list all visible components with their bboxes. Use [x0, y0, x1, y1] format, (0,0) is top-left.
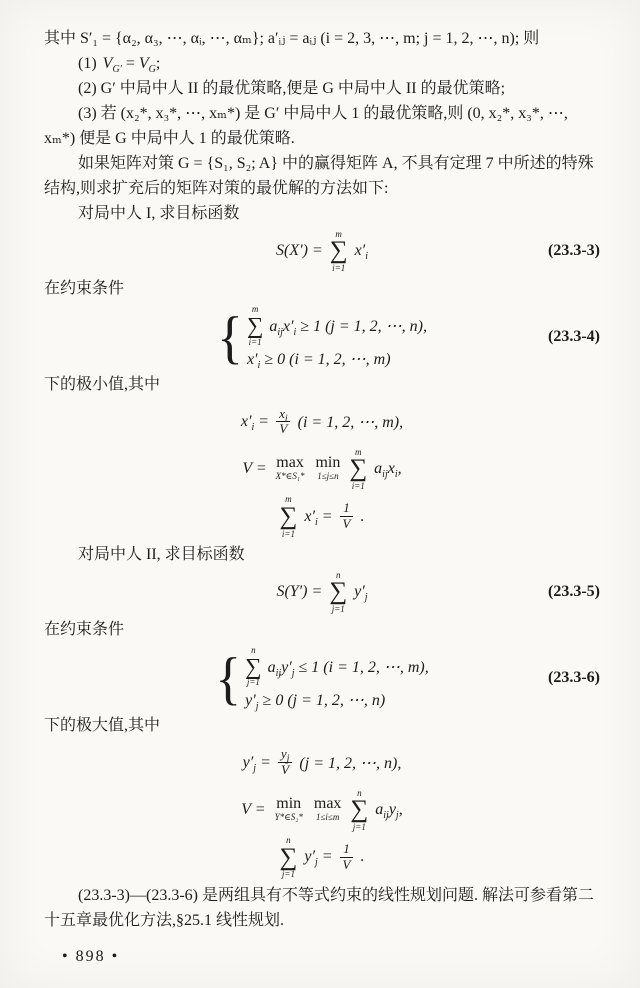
sum-upper-limit: n [251, 645, 256, 656]
equation-23-3-4 [44, 304, 600, 372]
numerator: 1 [343, 841, 350, 857]
operator-limit: 1≤j≤n [317, 471, 339, 482]
term-text: ≥ 0 (i = 1, 2, ⋯, m) [260, 350, 391, 368]
equation-content [241, 788, 402, 832]
sum-upper-limit: n [286, 835, 291, 846]
sigma-icon: ∑ [245, 653, 262, 679]
value-symbol: V [102, 55, 113, 72]
term-subscript: j [255, 701, 259, 712]
operator-name: min [276, 795, 302, 813]
system-rows [246, 304, 427, 372]
equation-number: (23.3-3) [548, 242, 600, 260]
fraction [340, 501, 354, 532]
term-subscript: ij [277, 326, 283, 338]
sigma-icon: ∑ [349, 455, 368, 483]
equation-x-transform [44, 400, 600, 444]
equation-y-transform [44, 741, 600, 785]
sum-lower-limit: i=1 [281, 528, 295, 539]
term-text: y′ [245, 691, 256, 709]
term-subscript: i [257, 360, 261, 372]
term-text: , [398, 801, 403, 819]
sum-upper-limit: m [251, 304, 259, 315]
range-note: (i = 1, 2, ⋯, m), [297, 413, 404, 431]
sum-upper-limit: n [357, 787, 362, 798]
equation-game-value-I [44, 447, 600, 491]
sum-operator [245, 645, 261, 688]
term-subscript: j [364, 592, 368, 604]
equation-content [243, 747, 402, 778]
value-lhs: V = [241, 801, 266, 819]
term-text: ≥ 0 (j = 1, 2, ⋯, n) [258, 691, 386, 709]
constraint-expression [245, 690, 385, 710]
term-subscript: j [286, 753, 290, 765]
equation-number: (23.3-6) [548, 668, 600, 686]
sum-operator [280, 835, 298, 879]
equation-sum-x-equals-1-over-V [44, 494, 600, 538]
equation-23-3-6 [44, 645, 600, 710]
sum-term [354, 242, 368, 263]
constraint-row [246, 349, 391, 372]
operator-limit: X*∈S₁* [275, 471, 305, 482]
sum-upper-limit: m [335, 229, 342, 239]
sum-lower-limit: i=1 [332, 263, 346, 274]
value-lhs: V = [242, 460, 267, 478]
constraint-row [247, 304, 427, 347]
conclusion-3 [44, 101, 600, 151]
numerator: 1 [343, 500, 350, 516]
punctuation: . [360, 507, 365, 525]
sum-lower-limit: j=1 [352, 821, 366, 832]
player2-objective-intro [44, 542, 600, 567]
equals-sign: = [317, 848, 333, 866]
lhs-term [240, 412, 270, 434]
item-marker: (1) [78, 55, 97, 72]
sigma-icon: ∑ [329, 578, 348, 606]
maximum-text [44, 713, 600, 738]
equation-content [241, 407, 403, 438]
left-brace-icon: { [215, 645, 242, 710]
term-text: x′ [240, 412, 252, 430]
item-text: (3) 若 (x₂*, x₃*, ⋯, xₘ*) 是 G′ 中局中人 1 的最优策略,则 (0, x₂*, x₃*, ⋯, xₘ*) 便是 G 中局中人 1 的最优策略. [44, 105, 568, 147]
system-rows [245, 645, 429, 710]
paragraph-text: 如果矩阵对策 G = {S₁, S₂; A} 中的赢得矩阵 A, 不具有定理 7 中所述的特殊结构,则求扩充后的矩阵对策的最优解的方法如下: [44, 155, 594, 197]
denominator: V [340, 516, 354, 532]
sum-term [354, 583, 368, 604]
term-text: x [387, 460, 395, 478]
sigma-icon: ∑ [246, 312, 264, 338]
term-text: y′ [354, 583, 365, 601]
sum-term [375, 801, 403, 822]
operator-name: max [313, 795, 342, 813]
constraint-row [245, 690, 385, 710]
term-text: x′ [354, 242, 366, 260]
fraction [278, 747, 293, 778]
term-subscript: j [253, 763, 257, 774]
term-text: x′ [282, 317, 294, 335]
term-subscript: j [291, 667, 295, 679]
sum-lower-limit: j=1 [281, 869, 295, 880]
fraction [276, 407, 291, 438]
sum-lower-limit: j=1 [331, 603, 345, 614]
term-subscript: j [395, 810, 399, 822]
sum-lower-limit: i=1 [351, 481, 365, 492]
equals-sign: = [256, 753, 271, 771]
constraint-expression [268, 657, 429, 677]
sigma-icon: ∑ [279, 843, 298, 871]
paragraph-text: (23.3-3)—(23.3-6) 是两组具有不等式约束的线性规划问题. 解法可参看第二十五章最优化方法,§25.1 线性规划. [44, 886, 594, 929]
sum-operator [349, 447, 367, 491]
expansion-paragraph [44, 151, 600, 201]
denominator: V [340, 857, 354, 873]
value-subscript: G′ [112, 64, 122, 76]
term-text: ≤ 1 (i = 1, 2, ⋯, m), [294, 658, 429, 676]
term-subscript: i [284, 413, 288, 425]
equation-number: (23.3-4) [548, 327, 600, 345]
term-subscript: i [394, 469, 398, 481]
equation-number: (23.3-5) [548, 583, 600, 601]
value-subscript: G [148, 64, 156, 76]
value-symbol: V [138, 55, 149, 72]
page-number: • 898 • [62, 948, 120, 965]
sum-operator [280, 494, 298, 538]
max-operator [276, 455, 305, 483]
sigma-icon: ∑ [279, 502, 298, 530]
sum-operator [247, 304, 263, 347]
equals-sign: = [317, 507, 333, 525]
objective-lhs: S(Y′) = [276, 583, 323, 601]
equation-content [280, 494, 365, 538]
closing-paragraph [44, 883, 600, 933]
equation-23-3-3 [44, 229, 600, 273]
sigma-icon: ∑ [329, 237, 348, 265]
term-text: x′ [246, 350, 258, 368]
minimum-text [44, 372, 600, 397]
term-text: y′ [281, 658, 292, 676]
equation-content [280, 835, 365, 879]
equation-content [276, 570, 367, 614]
range-note: (j = 1, 2, ⋯, n), [299, 754, 402, 772]
equation-game-value-II [44, 788, 600, 832]
lhs-term [243, 754, 271, 772]
paragraph-text: 对局中人 II, 求目标函数 [78, 545, 245, 563]
operator-limit: 1≤i≤m [315, 812, 340, 823]
objective-lhs: S(X′) = [276, 242, 323, 260]
item-text: (2) G′ 中局中人 II 的最优策略,便是 G 中局中人 II 的最优策略; [78, 80, 506, 97]
sum-operator [350, 788, 368, 832]
paragraph-text: 在约束条件 [44, 621, 125, 639]
term-text: y′ [242, 753, 254, 771]
min-operator [275, 796, 303, 824]
constraint-intro-1 [44, 276, 600, 301]
operator-name: min [315, 454, 341, 472]
sum-term [374, 460, 402, 481]
term-subscript: ij [383, 810, 389, 822]
numerator [278, 746, 293, 765]
paragraph-text: 下的极大值,其中 [44, 716, 161, 734]
equals-sign: = [254, 412, 270, 430]
left-brace-icon: { [217, 304, 243, 370]
punctuation: ; [155, 55, 161, 72]
term-subscript: j [314, 857, 318, 869]
sigma-icon: ∑ [350, 796, 369, 824]
equation-content [242, 447, 401, 491]
term-subscript: ij [382, 469, 388, 481]
sum-upper-limit: n [335, 569, 341, 580]
operator-name: max [276, 454, 304, 472]
term-text: x [279, 405, 285, 421]
constraint-intro-2 [44, 617, 600, 642]
punctuation: . [360, 848, 365, 866]
sum-operator [329, 570, 347, 614]
equals-sign: = [121, 55, 139, 72]
sum-upper-limit: m [285, 494, 292, 505]
constraint-system [217, 304, 427, 372]
term-text: y′ [304, 848, 315, 866]
equation-23-3-5 [44, 570, 600, 614]
constraint-expression [269, 316, 427, 336]
term-text: ≥ 1 (j = 1, 2, ⋯, n), [296, 317, 427, 335]
sum-upper-limit: m [355, 446, 362, 457]
term-text: a [374, 460, 383, 478]
intro-paragraph [44, 26, 600, 51]
denominator: V [278, 762, 292, 778]
term-subscript: i [365, 251, 368, 263]
term-subscript: i [251, 422, 255, 434]
denominator: V [276, 421, 290, 437]
equation-sum-y-equals-1-over-V [44, 835, 600, 879]
fraction [340, 842, 354, 873]
term-subscript: i [314, 516, 318, 528]
sum-term [304, 848, 333, 869]
max-operator [314, 796, 342, 824]
sum-lower-limit: j=1 [246, 677, 260, 688]
term-text: y [280, 746, 287, 762]
term-text: a [375, 801, 384, 819]
operator-limit: Y*∈S₂* [274, 812, 303, 823]
term-text: a [269, 317, 278, 335]
term-subscript: i [293, 326, 297, 338]
equation-content [276, 229, 368, 273]
sum-term [304, 508, 332, 526]
numerator [276, 405, 291, 425]
constraint-row [245, 645, 429, 688]
sum-operator [330, 229, 348, 273]
paragraph-text: 下的极小值,其中 [44, 375, 161, 393]
player1-objective-intro [44, 201, 600, 226]
term-subscript: ij [275, 667, 282, 679]
term-text: x′ [304, 507, 315, 525]
conclusion-1 [44, 51, 600, 76]
constraint-expression [246, 349, 391, 372]
paragraph-text: 对局中人 I, 求目标函数 [78, 205, 240, 222]
intro-text: 其中 S′₁ = {α₂, α₃, ⋯, αᵢ, ⋯, αₘ}; a′ᵢⱼ = aᵢⱼ (i = 2, 3, ⋯, m; j = 1, 2, ⋯, n); 则 [44, 30, 540, 47]
constraint-system [215, 645, 429, 710]
sum-lower-limit: i=1 [248, 336, 262, 347]
min-operator [315, 455, 340, 483]
term-text: a [267, 658, 276, 676]
term-text: y [388, 801, 396, 819]
term-text: , [397, 460, 402, 478]
conclusion-2 [44, 76, 600, 101]
paragraph-text: 在约束条件 [44, 280, 125, 298]
